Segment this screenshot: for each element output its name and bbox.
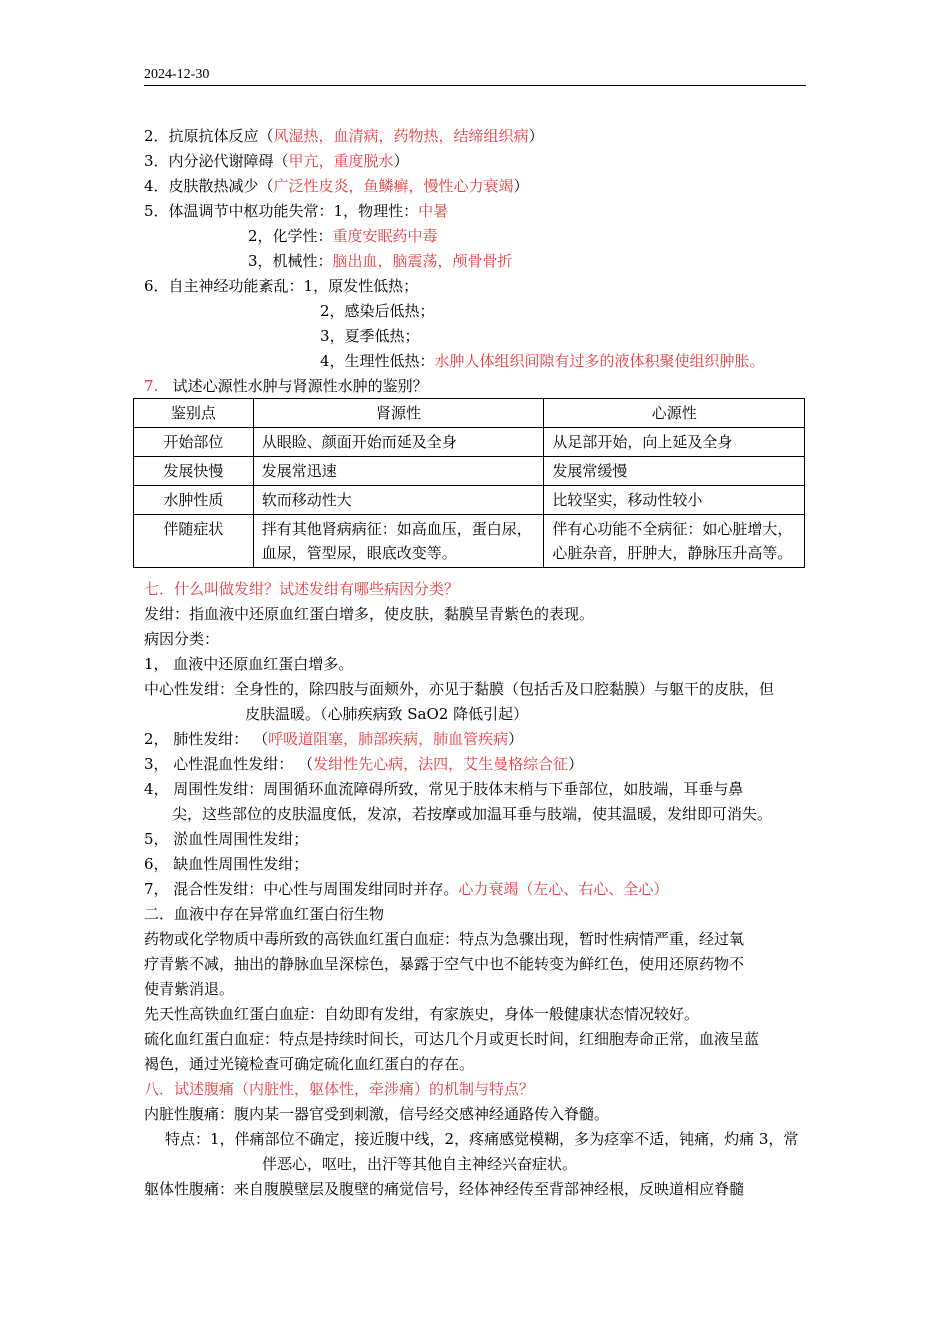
table-row: [134, 428, 805, 457]
table-row: [134, 515, 805, 568]
table-cell: 拌有其他肾病病征：如高血压，蛋白尿，血尿，管型尿，眼底改变等。: [253, 515, 544, 568]
list-item: 6．自主神经功能紊乱：1，原发性低热；: [144, 277, 419, 295]
table-header-cell: 肾源性: [253, 399, 544, 428]
table-row: [134, 457, 805, 486]
table-cell: 伴随症状: [134, 515, 254, 568]
table-header-cell: 鉴别点: [134, 399, 254, 428]
table-row: [134, 486, 805, 515]
text-line: 发绀：指血液中还原血红蛋白增多，使皮肤，黏膜呈青紫色的表现。: [144, 605, 595, 623]
text-line: 内脏性腹痛：腹内某一器官受到刺激，信号经交感神经通路传入脊髓。: [144, 1105, 610, 1123]
list-item: 2，感染后低热；: [320, 302, 435, 320]
text-line: 先天性高铁血红蛋白血症：自幼即有发绀，有家族史，身体一般健康状态情况较好。: [144, 1005, 700, 1023]
text-line: 皮肤温暖。（心肺疾病致 SaO2 降低引起）: [245, 705, 529, 723]
table-header-row: [134, 399, 805, 428]
table-cell: 发展常迅速: [253, 457, 544, 486]
text-line: 7， 混合性发绀：中心性与周围发绀同时并存。心力衰竭（左心、右心、全心）: [144, 880, 669, 898]
table-cell: 比较坚实，移动性较小: [544, 486, 805, 515]
table-cell: 开始部位: [134, 428, 254, 457]
text-line: 躯体性腹痛：来自腹膜壁层及腹壁的痛觉信号，经体神经传至背部神经根，反映道相应脊髓: [144, 1180, 745, 1198]
text-line: 1， 血液中还原血红蛋白增多。: [144, 655, 354, 673]
text-line: 病因分类：: [144, 630, 220, 648]
list-item: 3，夏季低热；: [320, 327, 420, 345]
list-item: 4，生理性低热：水肿人体组织间隙有过多的液体积聚使组织肿胀。: [320, 352, 765, 370]
table-cell: 从眼睑、颜面开始而延及全身: [253, 428, 544, 457]
table-cell: 发展快慢: [134, 457, 254, 486]
table-cell: 水肿性质: [134, 486, 254, 515]
text-line: 3， 心性混血性发绀： （发绀性先心病，法四，艾生曼格综合征）: [144, 755, 584, 773]
text-line: 4， 周围性发绀：周围循环血流障碍所致，常见于肢体末梢与下垂部位，如肢端，耳垂与鼻: [144, 780, 744, 798]
list-item: 2．抗原抗体反应（风湿热，血清病，药物热，结缔组织病）: [144, 127, 544, 145]
text-line: 伴恶心，呕吐，出汗等其他自主神经兴奋症状。: [262, 1155, 578, 1173]
text-line: 特点：1，伴痛部位不确定，接近腹中线，2，疼痛感觉模糊，多为痉挛不适，钝痛，灼痛 3，常: [165, 1130, 799, 1148]
text-line: 使青紫消退。: [144, 980, 235, 998]
table-cell: 软而移动性大: [253, 486, 544, 515]
header-date: 2024-12-30: [144, 67, 210, 82]
text-line: 药物或化学物质中毒所致的高铁血红蛋白血症：特点为急骤出现，暂时性病情严重，经过氧: [144, 930, 745, 948]
text-line: 疗青紫不减，抽出的静脉血呈深棕色，暴露于空气中也不能转变为鲜红色，使用还原药物不: [144, 955, 745, 973]
table-cell: 发展常缓慢: [544, 457, 805, 486]
table-header-cell: 心源性: [544, 399, 805, 428]
question-heading: 7. 试述心源性水肿与肾源性水肿的鉴别？: [144, 377, 428, 395]
table-cell: 从足部开始，向上延及全身: [544, 428, 805, 457]
header-rule: [144, 85, 806, 86]
table-cell: 伴有心功能不全病征：如心脏增大，心脏杂音，肝肿大，静脉压升高等。: [544, 515, 805, 568]
text-line: 2， 肺性发绀： （呼吸道阻塞，肺部疾病，肺血管疾病）: [144, 730, 524, 748]
text-line: 中心性发绀：全身性的，除四肢与面颊外，亦见于黏膜（包括舌及口腔黏膜）与躯干的皮肤，但: [144, 680, 775, 698]
list-item: 3，机械性：脑出血，脑震荡，颅骨骨折: [248, 252, 513, 270]
text-line: 5， 淤血性周围性发绀；: [144, 830, 309, 848]
text-line: 二．血液中存在异常血红蛋白衍生物: [144, 905, 385, 923]
list-item: 4．皮肤散热减少（广泛性皮炎，鱼鳞癣，慢性心力衰竭）: [144, 177, 529, 195]
text-line: 硫化血红蛋白血症：特点是持续时间长，可达几个月或更长时间，红细胞寿命正常，血液呈蓝: [144, 1030, 760, 1048]
text-line: 尖，这些部位的皮肤温度低，发凉，若按摩或加温耳垂与肢端，使其温暖，发绀即可消失。: [172, 805, 773, 823]
comparison-table: [133, 398, 805, 568]
text-line: 6， 缺血性周围性发绀；: [144, 855, 309, 873]
section-heading: 七．什么叫做发绀？试述发绀有哪些病因分类？: [144, 580, 460, 598]
list-item: 2，化学性：重度安眠药中毒: [248, 227, 438, 245]
list-item: 5．体温调节中枢功能失常：1，物理性：中暑: [144, 202, 449, 220]
text-line: 褐色，通过光镜检查可确定硫化血红蛋白的存在。: [144, 1055, 475, 1073]
list-item: 3．内分泌代谢障碍（甲亢，重度脱水）: [144, 152, 409, 170]
section-heading: 八．试述腹痛（内脏性，躯体性，牵涉痛）的机制与特点？: [144, 1080, 535, 1098]
